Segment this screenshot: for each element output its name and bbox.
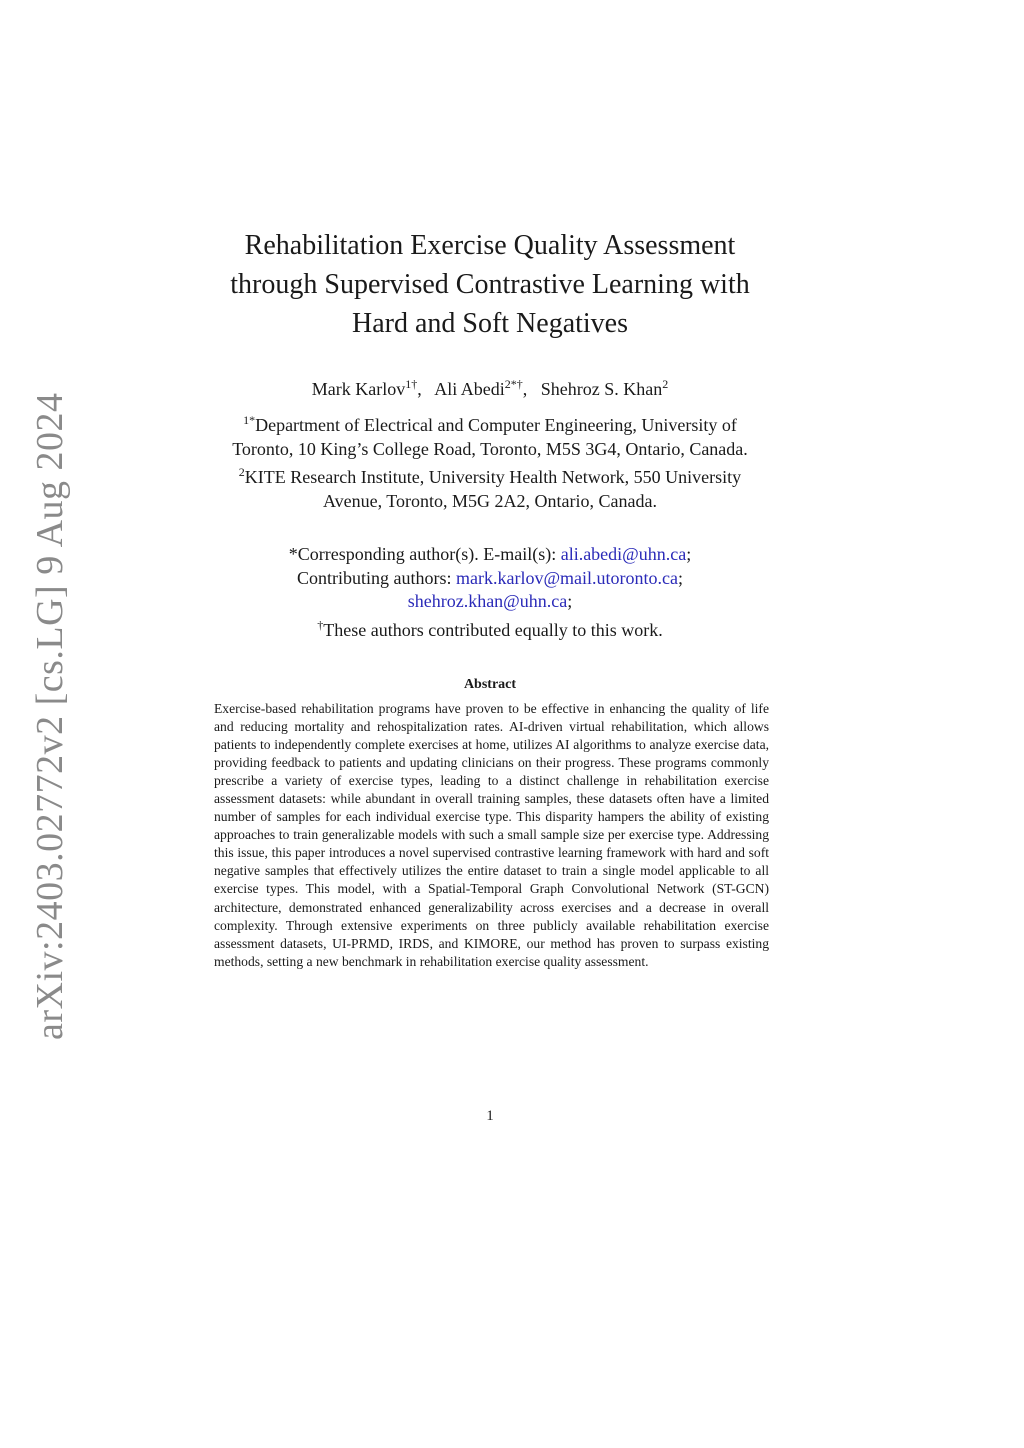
abstract-text: Exercise-based rehabilitation programs have proven to be effective in enhancing the quality of life and reducing mortality and rehospitalization rates. AI-driven virtual rehabilitation, which allows patients to independently complete exercises at home, utilizes AI algorithms to analyze exercise data, providing feedback to patients and updating clinicians on their progress. These programs commonly prescribe a variety of exercise types, leading to a distinct challenge in rehabilitation exercise assessment datasets: while abundant in overall training samples, these datasets often have a limited number of samples for each individual exercise type. This disparity hampers the ability of existing approaches to train generalizable models with such a small sample size per exercise type. Addressing this issue, this paper introduces a novel supervised contrastive learning framework with hard and soft negative samples that effectively utilizes the entire dataset to train a single model applicable to all exercise types. This model, with a Spatial-Temporal Graph Convolutional Network (ST-GCN) architecture, demonstrated enhanced generalizability across exercises and a decrease in overall complexity. Through extensive experiments on three publicly available rehabilitation exercise assessment datasets, UI-PRMD, IRDS, and KIMORE, our method has proven to surpass existing methods, setting a new benchmark in rehabilitation exercise quality assessment. [214, 701, 769, 969]
author-list: Mark Karlov$^{1\dagger}$, Ali Abedi$^{2*\dagger}$, Shehroz S. Khan$^2$ [311, 377, 669, 399]
paper-title [190, 226, 790, 343]
author-affiliation-mark: 2 [662, 377, 669, 391]
abstract-heading: Abstract [463, 677, 517, 692]
title-line-3: Hard and Soft Negatives [351, 308, 629, 339]
author-affiliation-mark: 2*† [504, 377, 523, 391]
author-name: Shehroz S. Khan [540, 379, 663, 399]
author-affiliation-mark: 1† [405, 377, 418, 391]
contributing-authors-line: Contributing authors: mark.karlov@mail.utoronto.ca; [296, 567, 684, 588]
contributing-authors-label: Contributing authors: [296, 567, 456, 588]
equal-contribution-note [190, 614, 790, 643]
corresponding-email-link[interactable]: ali.abedi@uhn.ca [560, 544, 687, 564]
affiliation-2 [190, 461, 790, 513]
corresponding-author-line: *Corresponding author(s). E-mail(s): ali.abedi@uhn.ca; [288, 544, 692, 564]
affiliation-text: Toronto, 10 King’s College Road, Toronto, M5S 3G4, Ontario, Canada. [232, 438, 748, 459]
author-name: Ali Abedi [434, 379, 505, 399]
affiliation-mark: 1* [243, 413, 256, 427]
contributing-email-link[interactable]: shehroz.khan@uhn.ca [407, 591, 568, 611]
page-number: 1 [486, 1108, 494, 1124]
corresponding-author-label: *Corresponding author(s). E-mail(s): [288, 544, 561, 564]
title-line-2: through Supervised Contrastive Learning with [230, 269, 750, 300]
author-name: Mark Karlov [311, 379, 406, 399]
affiliations [190, 409, 790, 513]
title-line-1: Rehabilitation Exercise Quality Assessment [244, 230, 736, 261]
affiliation-text: Avenue, Toronto, M5G 2A2, Ontario, Canada. [322, 490, 657, 511]
contributing-email-link[interactable]: mark.karlov@mail.utoronto.ca [455, 567, 678, 588]
correspondence-block [190, 543, 790, 642]
equal-contribution-text: These authors contributed equally to this work. [323, 619, 663, 640]
contributing-authors-line-2: shehroz.khan@uhn.ca; [407, 591, 573, 611]
affiliation-1 [190, 409, 790, 461]
affiliation-mark: 2 [238, 465, 245, 479]
affiliation-text: Department of Electrical and Computer Engineering, University of [255, 415, 737, 435]
dagger-mark: † [317, 617, 324, 632]
affiliation-text: KITE Research Institute, University Health Network, 550 University [244, 467, 742, 487]
arxiv-identifier-stamp: arXiv:2403.02772v2 [cs.LG] 9 Aug 2024 [29, 392, 71, 1040]
